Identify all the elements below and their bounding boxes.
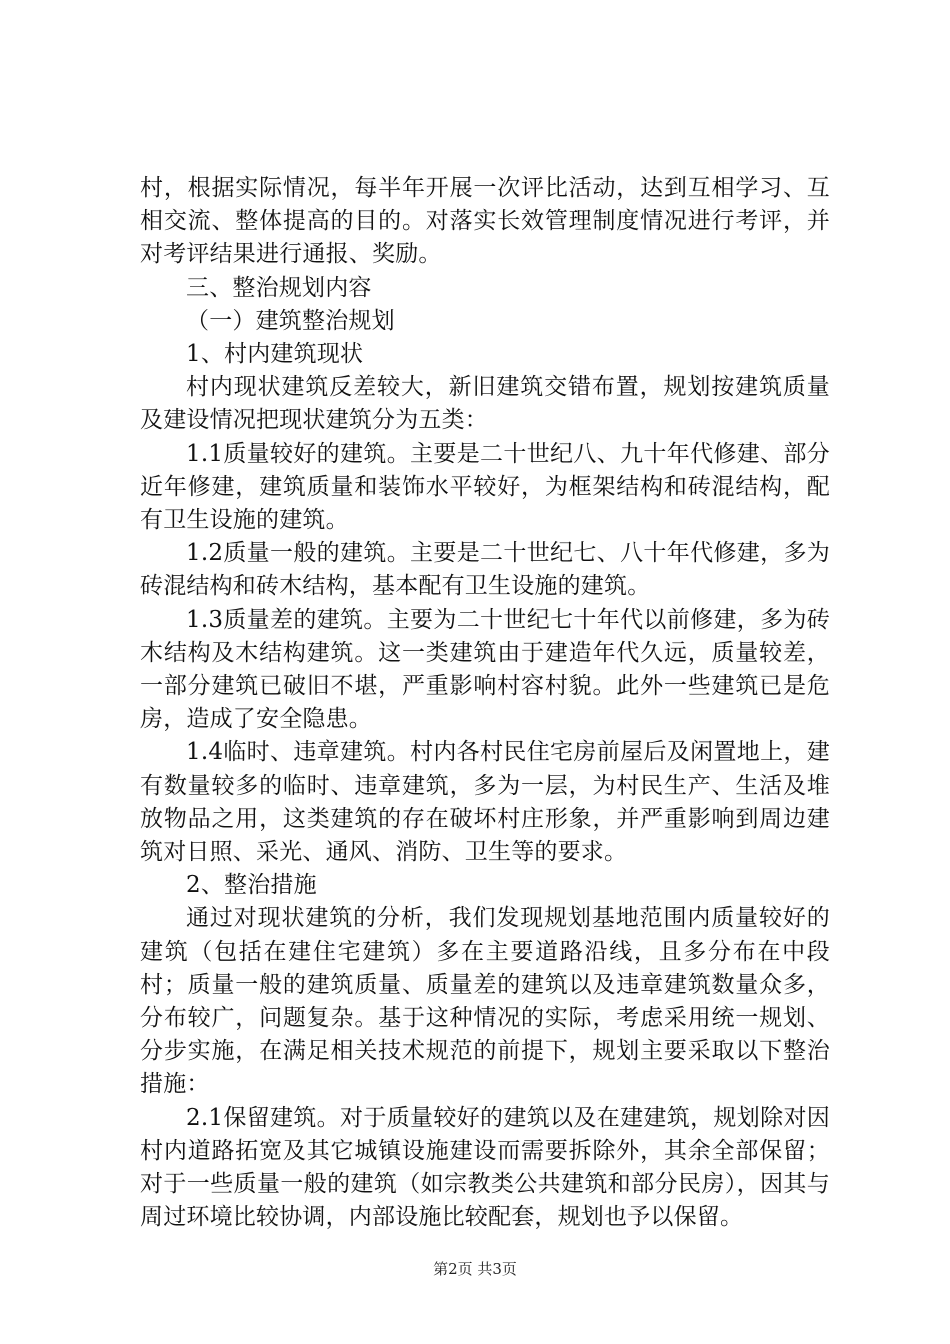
section-heading-3: 三、整治规划内容 [186, 274, 372, 301]
paragraph-2-1: 2.1保留建筑。对于质量较好的建筑以及在建建筑，规划除对因村内道路拓宽及其它城镇设施建设而需要拆除外，其余全部保留；对于一些质量一般的建筑（如宗教类公共建筑和部分民房），因其与周过环境比较协调，内部设施比较配套，规划也予以保留。 [140, 1104, 830, 1231]
item-heading-measures: 2、整治措施 [186, 872, 317, 899]
paragraph-1-2: 1.2质量一般的建筑。主要是二十世纪七、八十年代修建，多为砖混结构和砖木结构，基本配有卫生设施的建筑。 [140, 540, 830, 600]
paragraph-1-4: 1.4临时、违章建筑。村内各村民住宅房前屋后及闲置地上，建有数量较多的临时、违章建筑，多为一层，为村民生产、生活及堆放物品之用，这类建筑的存在破坏村庄形象，并严重影响到周边建筑对日照、采光、通风、消防、卫生等的要求。 [140, 739, 830, 866]
item-heading-building-status: 1、村内建筑现状 [186, 341, 364, 368]
subsection-heading-building-plan: （一）建筑整治规划 [186, 307, 395, 334]
document-body [140, 172, 830, 1235]
paragraph-1-3: 1.3质量差的建筑。主要为二十世纪七十年代以前修建，多为砖木结构及木结构建筑。这一类建筑由于建造年代久远，质量较差，一部分建筑已破旧不堪，严重影响村容村貌。此外一些建筑已是危房，造成了安全隐患。 [140, 606, 830, 733]
page-footer: 第2页 共3页 [433, 1260, 517, 1278]
paragraph-1: 村，根据实际情况，每半年开展一次评比活动，达到互相学习、互相交流、整体提高的目的。对落实长效管理制度情况进行考评，并对考评结果进行通报、奖励。 [140, 175, 830, 268]
paragraph-1-1: 1.1质量较好的建筑。主要是二十世纪八、九十年代修建、部分近年修建，建筑质量和装饰水平较好，为框架结构和砖混结构，配有卫生设施的建筑。 [140, 440, 830, 534]
paragraph-measures: 通过对现状建筑的分析，我们发现规划基地范围内质量较好的建筑（包括在建住宅建筑）多在主要道路沿线，且多分布在中段村；质量一般的建筑质量、质量差的建筑以及违章建筑数量众多，分布较广，问题复杂。基于这种情况的实际，考虑采用统一规划、分步实施，在满足相关技术规范的前提下，规划主要采取以下整治措施： [140, 905, 830, 1098]
paragraph-building-status: 村内现状建筑反差较大，新旧建筑交错布置，规划按建筑质量及建设情况把现状建筑分为五类： [140, 374, 830, 434]
